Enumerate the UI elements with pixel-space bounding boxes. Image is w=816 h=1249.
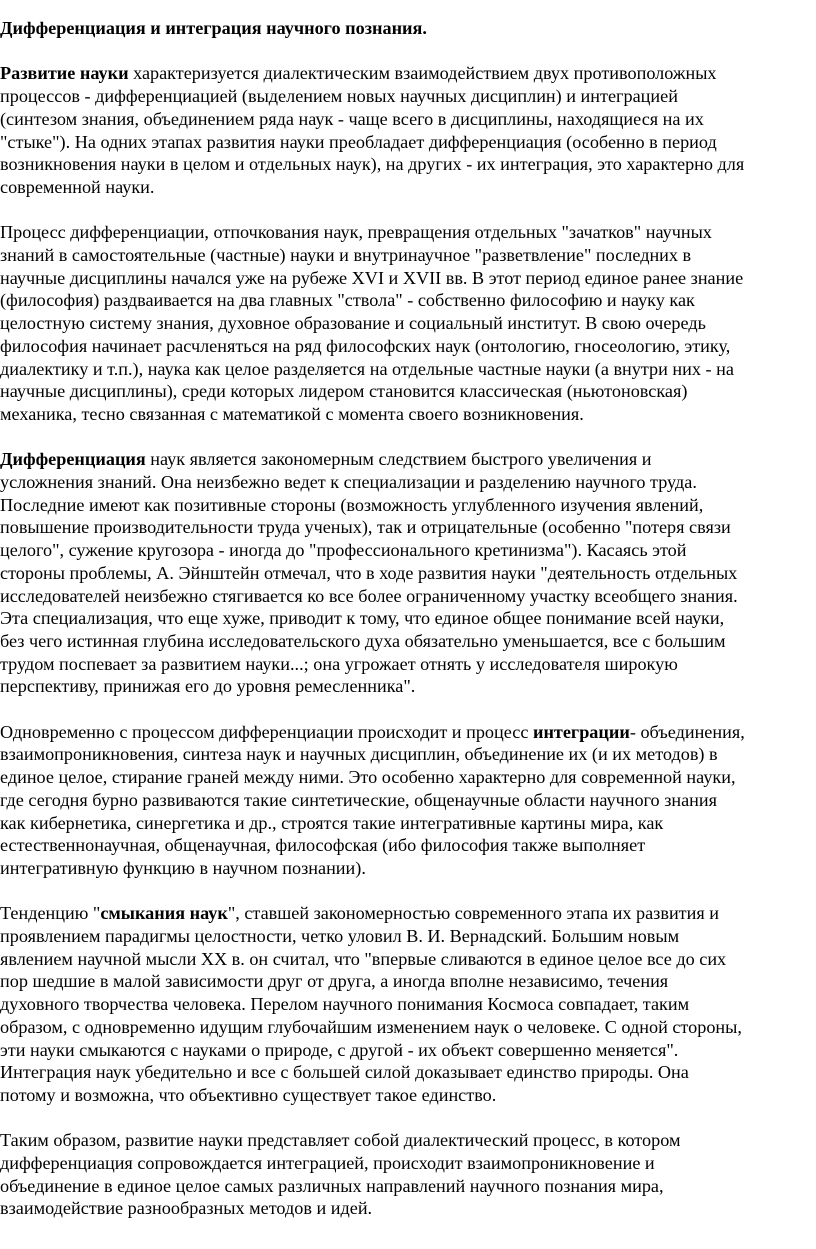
text-line: современной науки. <box>0 176 155 197</box>
text-line: Последние имеют как позитивные стороны (возможность углубленного изучения явлений, <box>0 494 704 515</box>
text-line: целого", сужение кругозора - иногда до "профессионального кретинизма"). Касаясь этой <box>0 540 687 561</box>
text-line: Таким образом, развитие науки представляет собой диалектический процесс, в котором <box>0 1130 681 1151</box>
paragraph-science-development <box>0 62 816 198</box>
text-line: возникновения науки в целом и отдельных наук), на других - их интеграция, это характерно для <box>0 154 745 175</box>
text-line: трудом поспевает за развитием науки...; она угрожает отнять у исследователя широкую <box>0 653 678 674</box>
text-line: Дифференциация наук является закономерным следствием быстрого увеличения и <box>0 449 652 470</box>
text-line: Развитие науки характеризуется диалектическим взаимодействием двух противоположных <box>0 63 717 84</box>
text-line: диалектику и т.п.), наука как целое разделяется на отдельные частные науки (а внутри них - на <box>0 358 734 379</box>
bold-term: интеграции <box>532 721 630 742</box>
text-line: повышение производительности труда ученых), так и отрицательные (особенно "потеря связи <box>0 517 731 538</box>
text-line: философия начинает расчленяться на ряд философских наук (онтологию, гносеологию, этику, <box>0 335 731 356</box>
document-page <box>0 17 816 1243</box>
text-line: проявлением парадигмы целостности, четко уловил В. И. Вернадский. Большим новым <box>0 926 680 947</box>
text-line: интегративную функцию в научном познании). <box>0 857 366 878</box>
text-line: стороны проблемы, А. Эйнштейн отмечал, что в ходе развития науки "деятельность отдельных <box>0 562 738 583</box>
text-line: Процесс дифференциации, отпочкования наук, превращения отдельных "зачатков" научных <box>0 222 712 243</box>
text-line: процессов - дифференциацией (выделением новых научных дисциплин) и интеграцией <box>0 86 678 107</box>
text-line: взаимодействие разнообразных методов и идей. <box>0 1198 373 1219</box>
text-line: (синтезом знания, объединением ряда наук - чаще всего в дисциплины, находящиеся на их <box>0 108 704 129</box>
text-line: дифференциация сопровождается интеграцией, происходит взаимопроникновение и <box>0 1153 655 1174</box>
text-line: естественнонаучная, общенаучная, философская (ибо философия также выполняет <box>0 835 646 856</box>
text-line: механика, тесно связанная с математикой с момента своего возникновения. <box>0 403 584 424</box>
paragraph-conclusion <box>0 1129 816 1220</box>
text-line: Тенденцию "смыкания наук", ставшей закономерностью современного этапа их развития и <box>0 903 720 924</box>
text-line: знаний в самостоятельные (частные) науки и внутринаучное "разветвление" последних в <box>0 245 692 265</box>
paragraph-differentiation <box>0 448 816 698</box>
paragraph-integration <box>0 721 816 880</box>
text-line: эти науки смыкаются с науками о природе, с другой - их объект совершенно меняется". <box>0 1039 679 1060</box>
text-line: "стыке"). На одних этапах развития науки преобладает дифференциация (особенно в период <box>0 131 717 152</box>
text-line: где сегодня бурно развиваются такие синтетические, общенаучные области научного знания <box>0 789 718 810</box>
text-line: Интеграция наук убедительно и все с большей силой доказывает единство природы. Она <box>0 1062 689 1083</box>
text-line: научные дисциплины), среди которых лидером становится классическая (ньютоновская) <box>0 381 688 402</box>
document-title: Дифференциация и интеграция научного познания. <box>0 18 427 38</box>
text-line: потому и возможна, что объективно существует такое единство. <box>0 1084 497 1105</box>
bold-term: Дифференциация <box>0 449 146 470</box>
text-line: целостную систему знания, духовное образование и социальный институт. В свою очередь <box>0 313 706 334</box>
text-line: явлением научной мысли XX в. он считал, что "впервые сливаются в единое целое все до сих <box>0 948 727 969</box>
paragraph-convergence <box>0 902 816 1106</box>
text-line: образом, с одновременно идущим глубочайшим изменением наук о человеке. С одной стороны, <box>0 1016 742 1037</box>
text-line: взаимопроникновения, синтеза наук и научных дисциплин, объединение их (и их методов) в <box>0 744 718 765</box>
text-line: без чего истинная глубина исследовательского духа обязательно уменьшается, все с большим <box>0 630 726 651</box>
text-line: духовного творчества человека. Перелом научного понимания Космоса совпадает, таким <box>0 994 690 1015</box>
text-line: перспективу, принижая его до уровня ремесленника". <box>0 676 416 697</box>
paragraph-differentiation-process <box>0 221 816 425</box>
text-line: Эта специализация, что еще хуже, приводит к тому, что единое общее понимание всей науки, <box>0 608 725 629</box>
text-line: как кибернетика, синергетика и др., строятся такие интегративные картины мира, как <box>0 812 664 833</box>
text-line: исследователей неизбежно стягивается ко все более ограниченному участку всеобщего знания. <box>0 585 738 606</box>
text-line: объединение в единое целое самых различных направлений научного познания мира, <box>0 1175 664 1196</box>
bold-term: Развитие науки <box>0 63 129 84</box>
text-line: единое целое, стирание граней между ними. Это особенно характерно для современной науки, <box>0 767 736 788</box>
text-line: научные дисциплины начался уже на рубеже XVI и XVII вв. В этот период единое ранее знание <box>0 267 744 288</box>
text-line: Одновременно с процессом дифференциации происходит и процесс интеграции- объединения, <box>0 721 745 742</box>
bold-term: смыкания наук <box>100 903 228 924</box>
text-line: пор шедшие в малой зависимости друг от друга, а иногда вполне независимо, течения <box>0 971 669 992</box>
text-line: (философия) раздваивается на два главных "ствола" - собственно философию и науку как <box>0 290 695 311</box>
text-line: усложнения знаний. Она неизбежно ведет к специализации и разделению научного труда. <box>0 472 697 493</box>
